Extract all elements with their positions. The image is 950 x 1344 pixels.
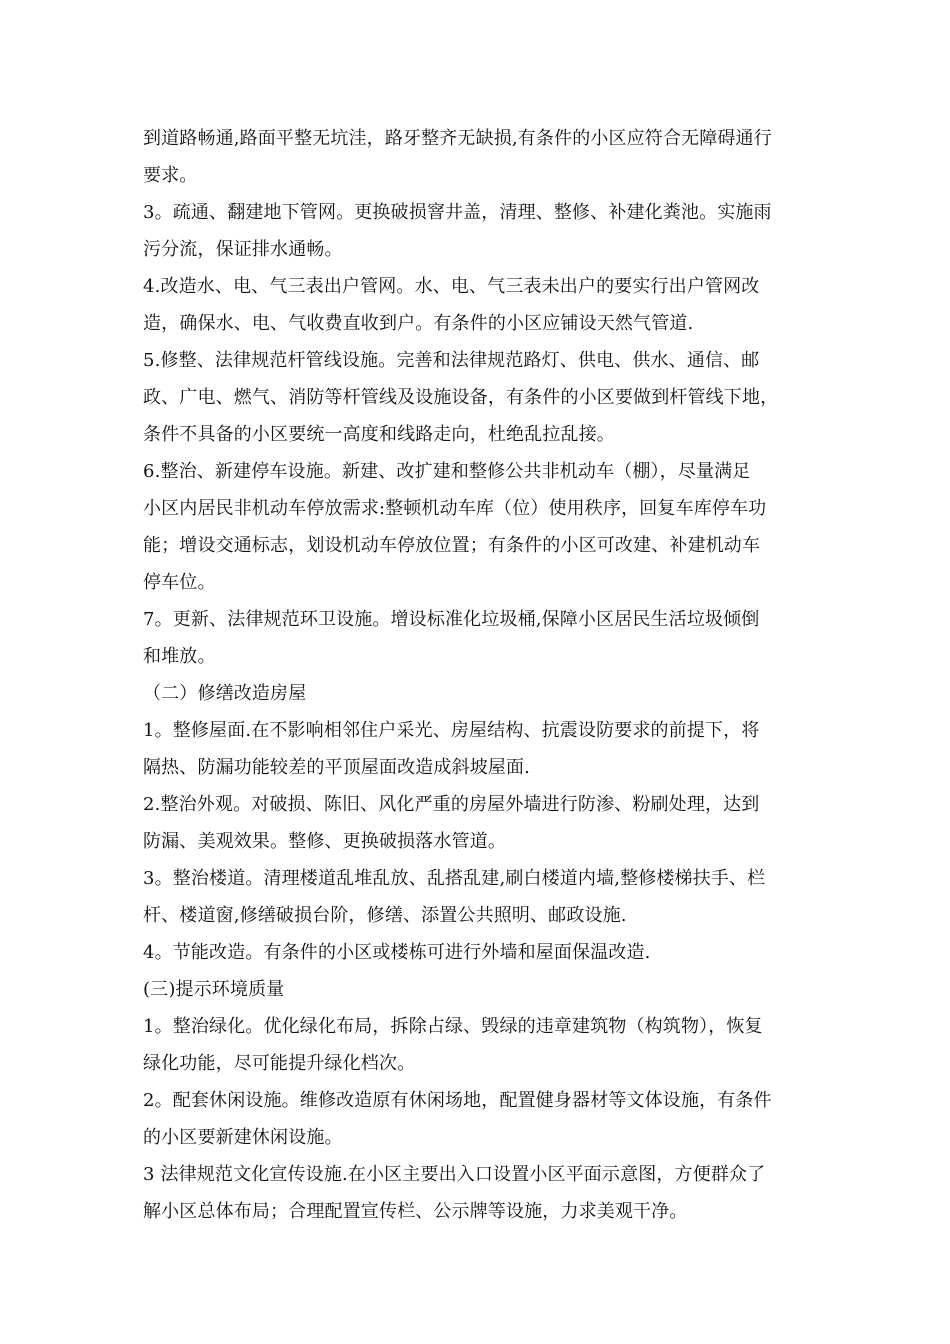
text-line: 1。整修屋面.在不影响相邻住户采光、房屋结构、抗震设防要求的前提下，将 (143, 720, 760, 741)
text-line: 杆、楼道窗,修缮破损台阶，修缮、添置公共照明、邮政设施. (143, 905, 627, 926)
text-line: 要求。 (143, 165, 198, 186)
text-line: 停车位。 (143, 572, 216, 593)
section-heading: (三)提示环境质量 (143, 979, 285, 1000)
text-line: 污分流，保证排水通畅。 (143, 239, 343, 260)
text-line: 4。节能改造。有条件的小区或楼栋可进行外墙和屋面保温改造. (143, 942, 651, 963)
text-line: 5.修整、法律规范杆管线设施。完善和法律规范路灯、供电、供水、通信、邮 (143, 350, 760, 371)
document-body (143, 120, 813, 1230)
text-line: 1。整治绿化。优化绿化布局，拆除占绿、毁绿的违章建筑物（构筑物），恢复 (143, 1016, 763, 1037)
text-line: 解小区总体布局；合理配置宣传栏、公示牌等设施，力求美观干净。 (143, 1201, 688, 1222)
text-line: 6.整治、新建停车设施。新建、改扩建和整修公共非机动车（棚），尽量满足 (143, 461, 751, 482)
text-line: 的小区要新建休闲设施。 (143, 1127, 343, 1148)
text-line: 能；增设交通标志，划设机动车停放位置；有条件的小区可改建、补建机动车 (143, 535, 761, 556)
text-line: 条件不具备的小区要统一高度和线路走向，杜绝乱拉乱接。 (143, 424, 615, 445)
text-line: 2.整治外观。对破损、陈旧、风化严重的房屋外墙进行防渗、粉刷处理，达到 (143, 794, 760, 815)
text-line: 4.改造水、电、气三表出户管网。水、电、气三表未出户的要实行出户管网改 (143, 276, 760, 297)
text-line: 到道路畅通,路面平整无坑洼，路牙整齐无缺损,有条件的小区应符合无障碍通行 (143, 128, 772, 149)
text-line: 3。疏通、翻建地下管网。更换破损窨井盖，清理、整修、补建化粪池。实施雨 (143, 202, 772, 223)
text-line: 防漏、美观效果。整修、更换破损落水管道。 (143, 831, 506, 852)
text-line: 隔热、防漏功能较差的平顶屋面改造成斜坡屋面. (143, 757, 531, 778)
text-line: 绿化功能，尽可能提升绿化档次。 (143, 1053, 416, 1074)
text-line: 3 法律规范文化宣传设施.在小区主要出入口设置小区平面示意图，方便群众了 (143, 1164, 766, 1185)
text-line: 和堆放。 (143, 646, 216, 667)
text-line: 政、广电、燃气、消防等杆管线及设施设备，有条件的小区要做到杆管线下地， (143, 387, 779, 408)
text-line: 2。配套休闲设施。维修改造原有休闲场地，配置健身器材等文体设施，有条件 (143, 1090, 772, 1111)
text-line: 小区内居民非机动车停放需求:整顿机动车库（位）使用秩序，回复车库停车功 (143, 498, 767, 519)
text-line: 7。更新、法律规范环卫设施。增设标准化垃圾桶,保障小区居民生活垃圾倾倒 (143, 609, 760, 630)
text-line: 造，确保水、电、气收费直收到户。有条件的小区应铺设天然气管道. (143, 313, 694, 334)
section-heading: （二）修缮改造房屋 (143, 683, 307, 704)
text-line: 3。整治楼道。清理楼道乱堆乱放、乱搭乱建,刷白楼道内墙,整修楼梯扶手、栏 (143, 868, 766, 889)
